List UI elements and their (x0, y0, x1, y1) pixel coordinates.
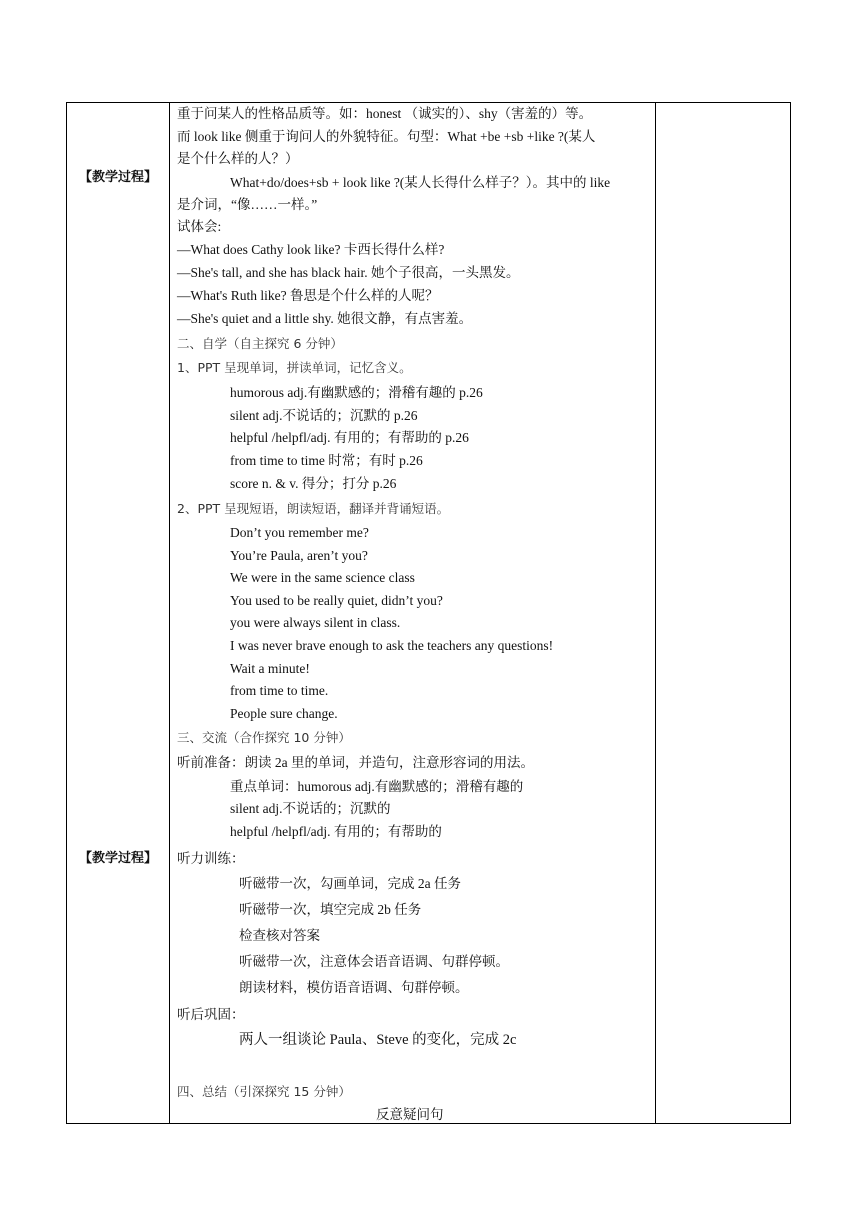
section-4-subtitle: 反意疑问句 (376, 1107, 444, 1122)
intro-line-1: 重于问某人的性格品质等。如：honest （诚实的）、shy（害羞的）等。 (177, 106, 593, 121)
listening-step: 听磁带一次，填空完成 2b 任务 (239, 902, 422, 917)
key-word-item: helpful /helpfl/adj. 有用的；有帮助的 (230, 824, 442, 839)
section-2-step-1: 1、PPT 呈现单词，拼读单词，记忆含义。 (177, 360, 412, 375)
try-label: 试体会: (177, 219, 222, 234)
section-label-top: 【教学过程】 (78, 170, 157, 185)
post-listening-task: 两人一组谈论 Paula、Steve 的变化，完成 2c (239, 1032, 517, 1048)
example-1: —What does Cathy look like? 卡西长得什么样? (177, 242, 445, 257)
listening-step: 听磁带一次，注意体会语音语调、句群停顿。 (239, 954, 509, 969)
key-word-item: silent adj.不说话的；沉默的 (230, 801, 391, 816)
intro-line-4: What+do/does+sb + look like ?(某人长得什么样子？）。其中的 like (230, 175, 611, 190)
phrase-item: You used to be really quiet, didn’t you? (230, 593, 443, 608)
post-listening-title: 听后巩固： (177, 1007, 245, 1022)
intro-line-2: 而 look like 侧重于询问人的外貌特征。句型：What +be +sb +like ?(某人 (177, 129, 596, 144)
phrase-item: you were always silent in class. (230, 615, 401, 630)
phrase-item: People sure change. (230, 706, 338, 721)
intro-line-3: 是个什么样的人？） (177, 151, 299, 166)
section-label-mid: 【教学过程】 (78, 851, 157, 866)
section-2-title: 二、自学（自主探究 6 分钟） (177, 336, 343, 351)
example-4: —She's quiet and a little shy. 她很文静，有点害羞。 (177, 311, 473, 326)
pre-listening: 听前准备：朗读 2a 里的单词，并造句，注意形容词的用法。 (177, 755, 534, 770)
key-word-item: 重点单词：humorous adj.有幽默感的；滑稽有趣的 (230, 779, 524, 794)
phrase-item: We were in the same science class (230, 570, 415, 585)
phrase-item: You’re Paula, aren’t you? (230, 548, 368, 563)
listening-step: 朗读材料，模仿语音语调、句群停顿。 (239, 980, 469, 995)
listening-title: 听力训练： (177, 851, 245, 866)
intro-line-5: 是介词，“像……一样。” (177, 197, 318, 212)
section-2-step-2: 2、PPT 呈现短语，朗读短语，翻译并背诵短语。 (177, 501, 450, 516)
listening-step: 听磁带一次，勾画单词，完成 2a 任务 (239, 876, 461, 891)
section-3-title: 三、交流（合作探究 10 分钟） (177, 730, 351, 745)
word-item: helpful /helpfl/adj. 有用的；有帮助的 p.26 (230, 430, 469, 445)
word-item: score n. & v. 得分；打分 p.26 (230, 476, 397, 491)
phrase-item: from time to time. (230, 683, 329, 698)
section-4-title: 四、总结（引深探究 15 分钟） (177, 1084, 351, 1099)
listening-step: 检查核对答案 (239, 928, 320, 943)
word-item: from time to time 时常；有时 p.26 (230, 453, 423, 468)
phrase-item: Don’t you remember me? (230, 525, 369, 540)
phrase-item: I was never brave enough to ask the teachers any questions! (230, 638, 554, 653)
phrase-item: Wait a minute! (230, 661, 310, 676)
example-3: —What's Ruth like? 鲁思是个什么样的人呢？ (177, 288, 439, 303)
column-divider-2 (655, 103, 656, 1123)
word-item: silent adj.不说话的；沉默的 p.26 (230, 408, 418, 423)
example-2: —She's tall, and she has black hair. 她个子很高，一头黑发。 (177, 265, 520, 280)
lesson-content (177, 102, 652, 1124)
word-item: humorous adj.有幽默感的；滑稽有趣的 p.26 (230, 385, 483, 400)
column-divider-1 (169, 103, 170, 1123)
